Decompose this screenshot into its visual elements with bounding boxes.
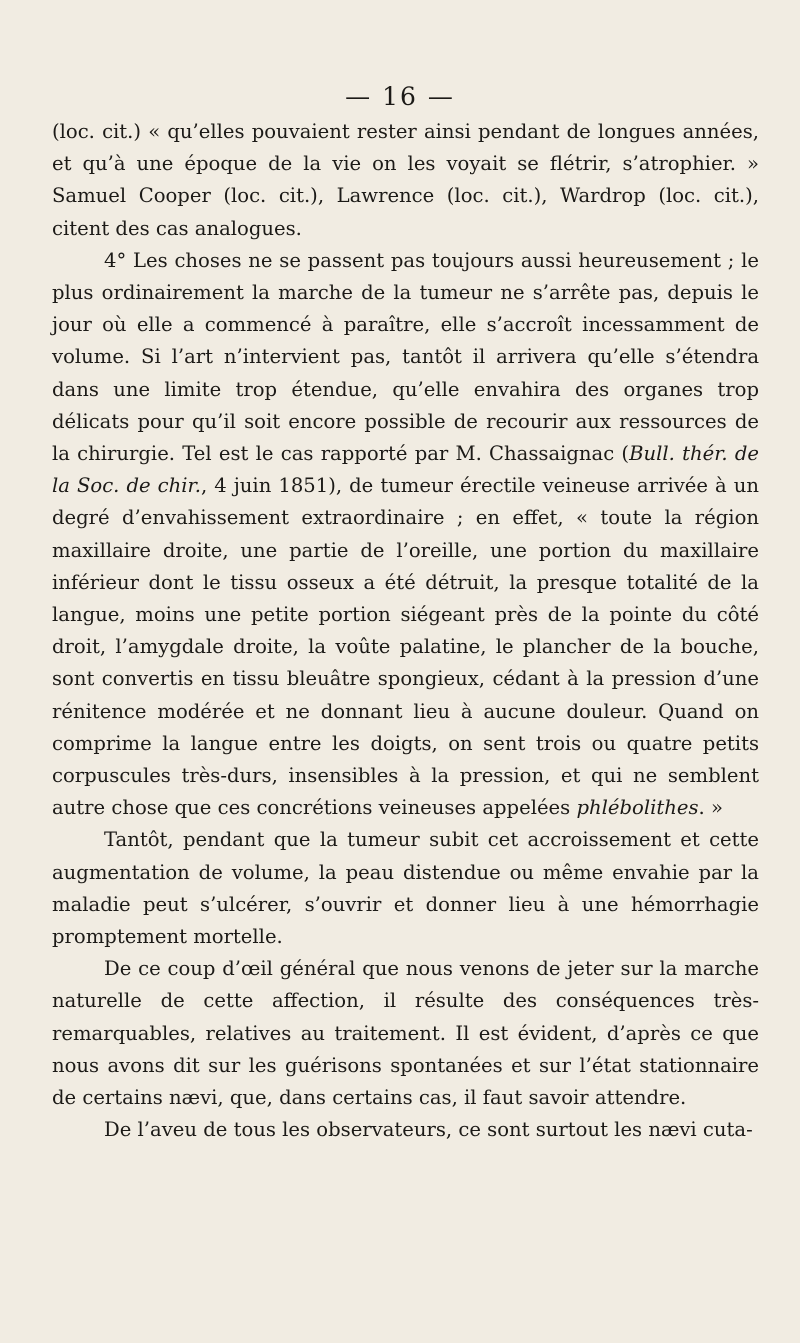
paragraph-4: De ce coup d’œil général que nous venons de jeter sur la marche naturelle de cette affection, il résulte des conséquences très-remarquables, relatives au traitement. Il est évident, d’après ce que nous avons dit sur les guérisons spontanées et sur l’état stationnaire de certains nævi, que, dans certains cas, il faut savoir attendre.	[52, 957, 759, 1110]
page-number: — 16 —	[345, 82, 455, 111]
paragraph-2-text-b: , 4 juin 1851), de tumeur érectile veineuse arrivée à un degré d’envahissement extraordinaire ; en effet, « toute la région maxillaire droite, une partie de l’oreille, une portion du maxillaire inférieur dont le tissu osseux a été détruit, la presque totalité de la langue, moins une petite portion siégeant près de la pointe du côté droit, l’amygdale droite, la voûte palatine, le plancher de la bouche, sont convertis en tissu bleuâtre spongieux, cédant à la pression d’une rénitence modérée et ne donnant lieu à aucune douleur. Quand on comprime la langue entre les doigts, on sent trois ou quatre petits corpuscules très-durs, insensibles à la pression, et qui ne semblent autre chose que ces concrétions veineuses appelées	[52, 474, 759, 820]
paragraph-2-text-c: . »	[698, 796, 723, 820]
paragraph-2	[52, 245, 759, 825]
paragraph-2-text-a: 4° Les choses ne se passent pas toujours aussi heureusement ; le plus ordinairement la marche de la tumeur ne s’arrête pas, depuis le jour où elle a commencé à paraître, elle s’accroît incessamment de volume. Si l’art n’intervient pas, tantôt il arrivera qu’elle s’étendra dans une limite trop étendue, qu’elle envahira des organes trop délicats pour qu’il soit encore possible de recourir aux ressources de la chirurgie. Tel est le cas rapporté par M. Chassaignac (	[52, 248, 759, 466]
paragraph-3: Tantôt, pendant que la tumeur subit cet accroissement et cette augmentation de volume, la peau distendue ou même envahie par la maladie peut s’ulcérer, s’ouvrir et donner lieu à une hémorrhagie promptement mortelle.	[52, 828, 759, 949]
citation-bulletin: Bull. thér. de la Soc. de chir.	[52, 442, 760, 498]
term-phlebolithes: phlébolithes	[576, 796, 699, 820]
body-text	[52, 116, 759, 1147]
paragraph-1: (loc. cit.) « qu’elles pouvaient rester ainsi pendant de longues années, et qu’à une époque de la vie on les voyait se flétrir, s’atrophier. » Samuel Cooper (loc. cit.), Lawrence (loc. cit.), Wardrop (loc. cit.), citent des cas analogues.	[52, 120, 759, 240]
paragraph-5: De l’aveu de tous les observateurs, ce sont surtout les nævi cuta-	[104, 1118, 753, 1142]
